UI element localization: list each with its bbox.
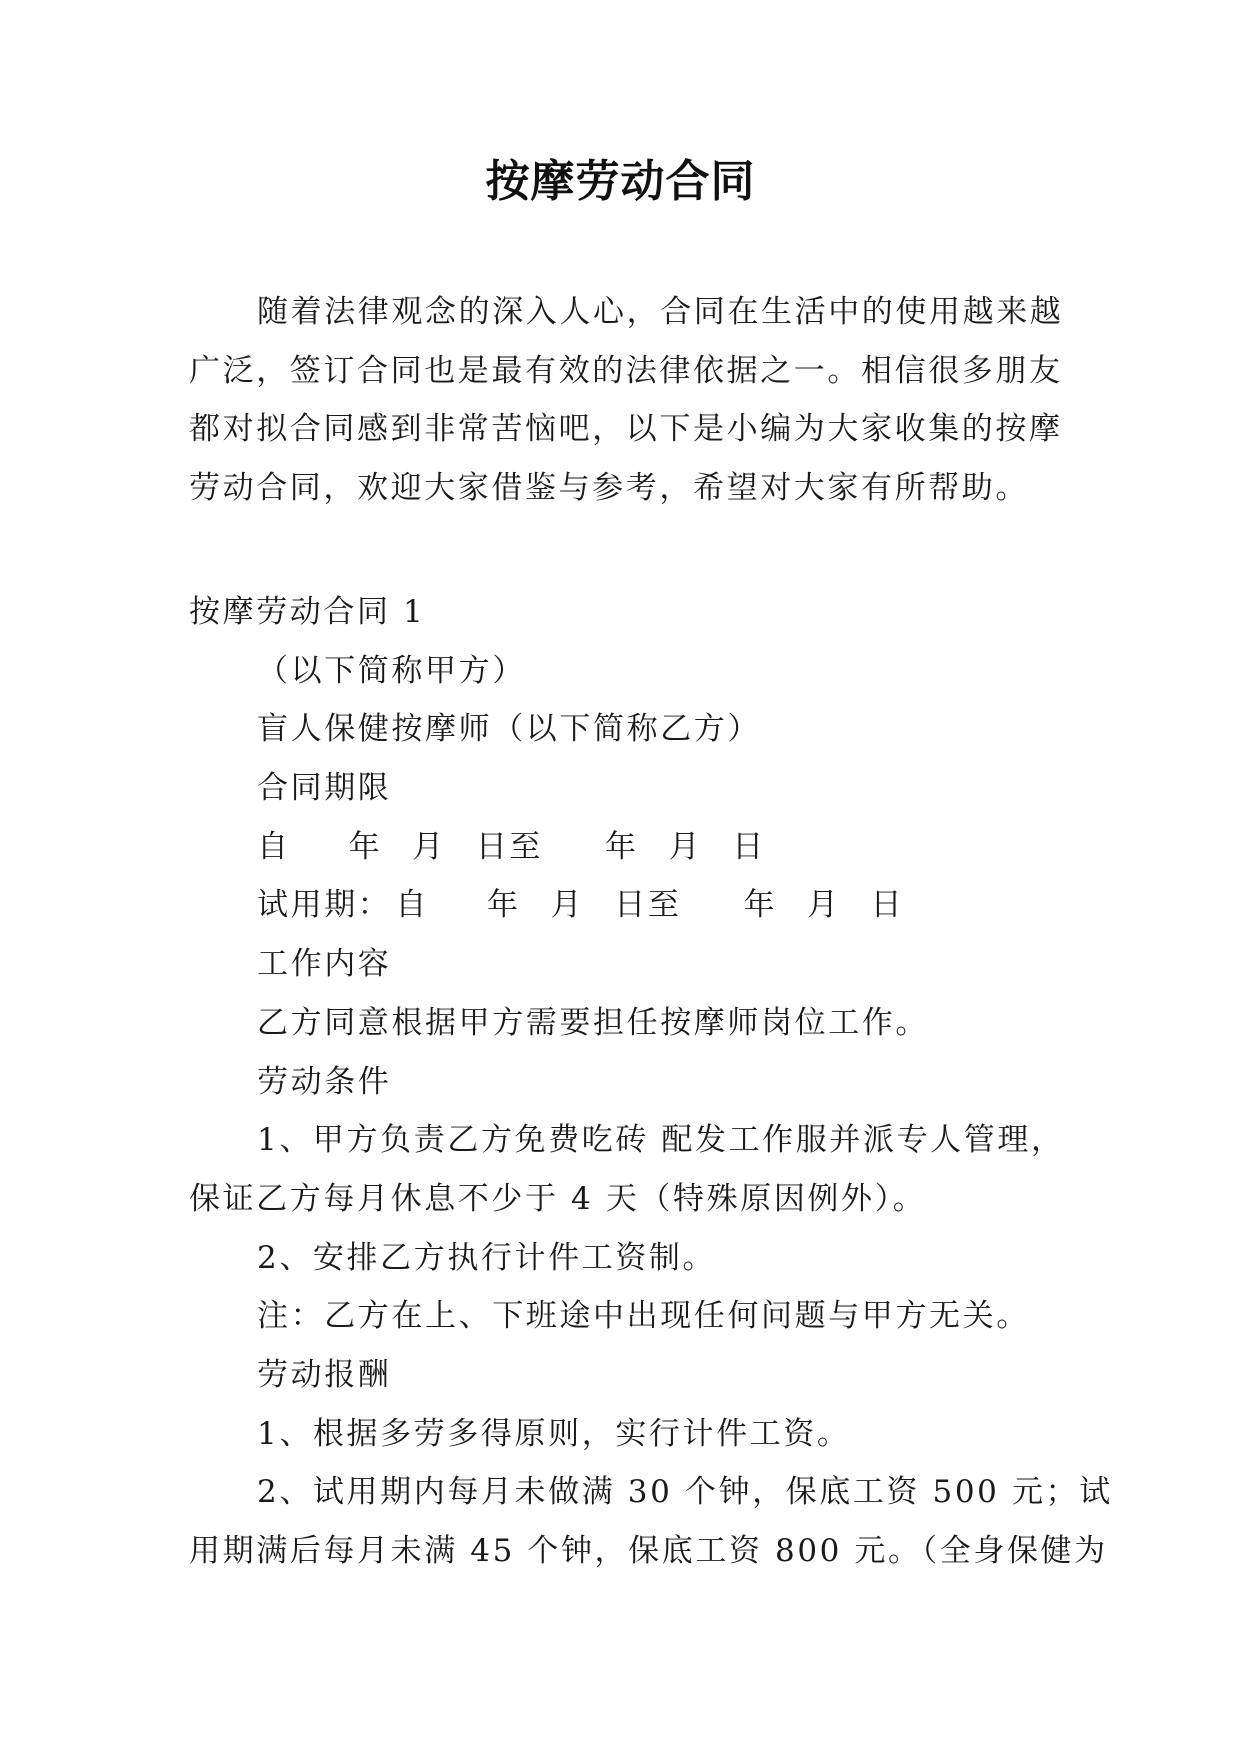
intro-line: 广泛，签订合同也是最有效的法律依据之一。相信很多朋友	[189, 352, 1063, 389]
date-word: 月	[412, 828, 446, 865]
date-word: 自	[395, 887, 430, 924]
work-heading: 工作内容	[257, 946, 392, 983]
work-text: 乙方同意根据甲方需要担任按摩师岗位工作。	[257, 1004, 929, 1041]
intro-line: 劳动合同，欢迎大家借鉴与参考，希望对大家有所帮助。	[189, 470, 1029, 507]
date-word: 年	[605, 828, 639, 865]
probation-line	[189, 876, 1051, 935]
note-line: 注：乙方在上、下班途中出现任何问题与甲方无关。	[257, 1298, 1030, 1335]
date-word: 月	[668, 828, 703, 865]
pay-1-line: 1、根据多劳多得原则，实行计件工资。	[257, 1415, 851, 1452]
date-word: 自	[257, 828, 291, 865]
pay-2-line: 2、试用期内每月未做满 30 个钟，保底工资 500 元；试	[257, 1474, 1113, 1511]
date-word: 年	[743, 887, 778, 924]
date-word: 日	[870, 887, 905, 924]
conditions-heading: 劳动条件	[257, 1063, 392, 1100]
condition-2-line: 2、安排乙方执行计件工资制。	[257, 1239, 717, 1276]
pay-heading: 劳动报酬	[257, 1356, 392, 1393]
date-word: 日至	[475, 828, 544, 865]
date-word: 月	[550, 887, 585, 924]
date-word: 日至	[614, 887, 682, 924]
intro-paragraph	[189, 283, 1064, 518]
contract-body	[189, 583, 1113, 1581]
date-word: 日	[732, 828, 766, 865]
intro-line: 都对拟合同感到非常苦恼吧，以下是小编为大家收集的按摩	[189, 411, 1063, 448]
section-heading: 按摩劳动合同 1	[189, 594, 426, 630]
date-word: 年	[348, 828, 383, 865]
probation-label: 试用期：	[257, 887, 392, 924]
party-a-line: （以下简称甲方）	[257, 652, 526, 689]
term-heading: 合同期限	[257, 770, 392, 807]
term-dates-line	[189, 818, 1051, 877]
condition-1-line: 保证乙方每月休息不少于 4 天（特殊原因例外）。	[189, 1180, 927, 1217]
date-word: 年	[487, 887, 521, 924]
date-word: 月	[807, 887, 841, 924]
condition-1-line: 1、甲方负责乙方免费吃砖 配发工作服并派专人管理，	[257, 1122, 1065, 1159]
party-b-line: 盲人保健按摩师（以下简称乙方）	[257, 711, 761, 748]
document-title: 按摩劳动合同	[485, 156, 756, 207]
intro-line: 随着法律观念的深入人心，合同在生活中的使用越来越	[257, 294, 1064, 330]
pay-2-line: 用期满后每月未满 45 个钟，保底工资 800 元。（全身保健为	[189, 1533, 1108, 1569]
